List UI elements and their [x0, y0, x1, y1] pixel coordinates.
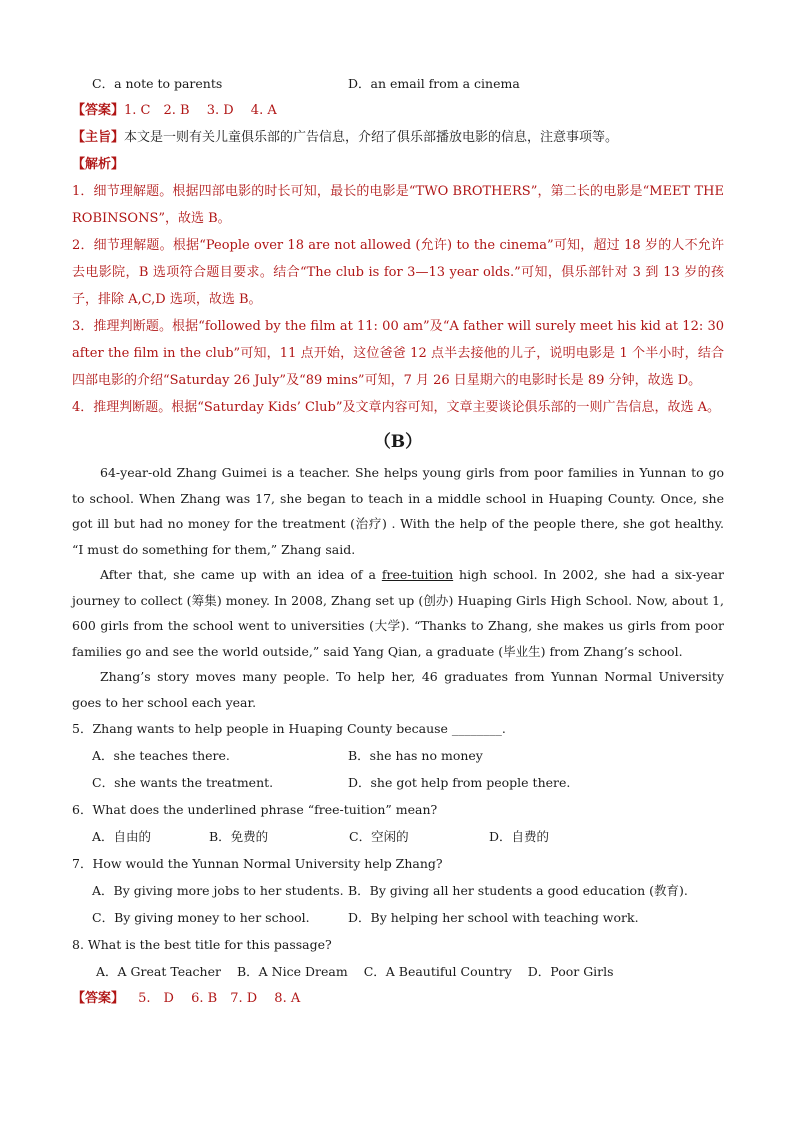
option-d: D．an email from a cinema — [348, 76, 520, 91]
passage-paragraph-2 — [72, 562, 724, 664]
previous-question-options — [72, 70, 724, 97]
q8-option-d: D．Poor Girls — [527, 964, 614, 979]
q6-option-b: B．免费的 — [209, 829, 269, 844]
explanation-2: 2．细节理解题。根据“People over 18 are not allowed (允许) to the cinema”可知，超过 18 岁的人不允许去电影院，B 选项符合题目要求。结合“The club is for 3—13 year olds.”可知，俱乐部针对 3 到 13 岁的孩子，排除 A,C,D 选项，故选 B。 — [72, 238, 724, 307]
q6-option-c: C．空闲的 — [349, 829, 409, 844]
question-7: 7．How would the Yunnan Normal University help Zhang? — [72, 856, 443, 871]
question-7-options-row-2 — [72, 904, 724, 931]
question-5: 5．Zhang wants to help people in Huaping County because ________. — [72, 721, 506, 736]
option-c: C．a note to parents — [92, 76, 223, 91]
explanation-4: 4．推理判断题。根据“Saturday Kids’ Club”及文章内容可知，文章主要谈论俱乐部的一则广告信息，故选 A。 — [72, 400, 721, 415]
answer-text-b: 5. D 6. B 7. D 8. A — [138, 991, 301, 1006]
p2-after: high school. In 2002, she had a six-year journey to collect (筹集) money. In 2008, Zhang set up (创办) Huaping Girls High School. Now, about 1, 600 girls from the school went to universities (大学). “Thanks to Zhang, she makes us girls from poor families go and see the world outside,” said Yang Qian, a graduate (毕业生) from Zhang’s school. — [72, 567, 724, 659]
answer-label: 【答案】 — [72, 103, 125, 118]
q8-option-c: C．A Beautiful Country — [363, 964, 512, 979]
answers-a — [72, 97, 724, 124]
explanation-1: 1．细节理解题。根据四部电影的时长可知，最长的电影是“TWO BROTHERS”，第二长的电影是“MEET THE ROBINSONS”，故选 B。 — [72, 184, 724, 226]
q5-option-a: A．she teaches there. — [92, 748, 230, 763]
question-5-options-row-1 — [72, 742, 724, 769]
question-8: 8. What is the best title for this passage? — [72, 937, 332, 952]
q8-option-b: B．A Nice Dream — [236, 964, 348, 979]
section-title-b: （B） — [373, 432, 423, 452]
passage-paragraph-3: Zhang’s story moves many people. To help her, 46 graduates from Yunnan Normal University goes to her school each year. — [72, 669, 724, 710]
underlined-phrase: free-tuition — [381, 567, 454, 582]
q5-option-c: C．she wants the treatment. — [92, 775, 274, 790]
q5-option-d: D．she got help from people there. — [348, 775, 571, 790]
q7-option-c: C．By giving money to her school. — [92, 910, 310, 925]
question-6: 6．What does the underlined phrase “free-tuition” mean? — [72, 802, 438, 817]
question-7-options-row-1 — [72, 877, 724, 904]
answers-b — [72, 985, 724, 1012]
q5-option-b: B．she has no money — [348, 748, 483, 763]
answer-label-b: 【答案】 — [72, 991, 125, 1006]
theme-line — [72, 124, 724, 151]
explanation-3: 3．推理判断题。根据“followed by the film at 11: 00 am”及“A father will surely meet his kid at 12: 30 after the film in the club”可知，11 点开始，这位爸爸 12 点半去接他的儿子，说明电影是 1 个半小时，结合四部电影的介绍“Saturday 26 July”及“89 mins”可知，7 月 26 日星期六的电影时长是 89 分钟，故选 D。 — [72, 319, 724, 388]
q6-option-a: A．自由的 — [92, 829, 152, 844]
q7-option-d: D．By helping her school with teaching work. — [348, 910, 639, 925]
question-5-options-row-2 — [72, 769, 724, 796]
answer-text: 1. C 2. B 3. D 4. A — [124, 103, 277, 118]
q7-option-a: A．By giving more jobs to her students. — [92, 883, 344, 898]
q6-option-d: D．自费的 — [489, 829, 550, 844]
question-8-options — [72, 958, 724, 985]
q7-option-b: B．By giving all her students a good education (教育). — [348, 883, 688, 898]
theme-label: 【主旨】 — [72, 130, 125, 145]
q8-option-a: A．A Great Teacher — [96, 964, 221, 979]
analysis-heading — [72, 151, 724, 178]
p2-before: After that, she came up with an idea of a — [100, 567, 382, 582]
document-page — [72, 70, 724, 1012]
passage-paragraph-1: 64-year-old Zhang Guimei is a teacher. She helps young girls from poor families in Yunnan to go to school. When Zhang was 17, she began to teach in a middle school in Huaping County. Once, she got ill but had no money for the treatment (治疗) . With the help of the people there, she got healthy. “I must do something for them,” Zhang said. — [72, 465, 724, 557]
question-6-options — [72, 823, 724, 850]
theme-text: 本文是一则有关儿童俱乐部的广告信息，介绍了俱乐部播放电影的信息，注意事项等。 — [124, 130, 619, 145]
analysis-label: 【解析】 — [72, 157, 125, 172]
